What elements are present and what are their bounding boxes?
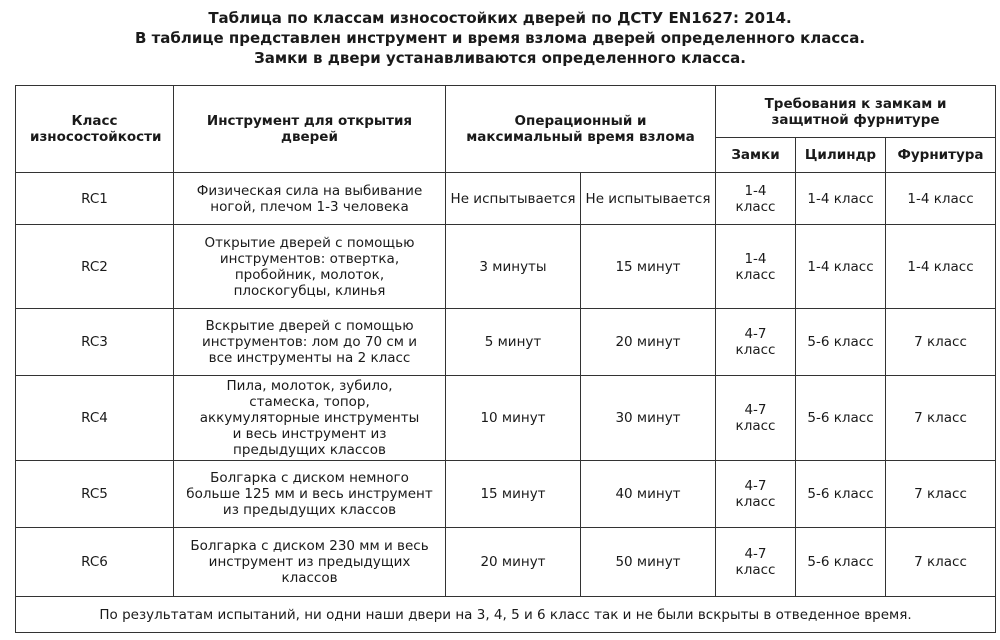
locks-cell: 4-7 класс xyxy=(716,528,796,597)
max-time-cell: 50 минут xyxy=(581,528,716,597)
hardware-cell: 7 класс xyxy=(886,309,996,376)
class-cell: RC6 xyxy=(16,528,174,597)
locks-cell: 1-4 класс xyxy=(716,225,796,309)
header-cylinder: Цилиндр xyxy=(796,138,886,173)
hardware-cell: 7 класс xyxy=(886,461,996,528)
class-cell: RC3 xyxy=(16,309,174,376)
op-time-cell: 5 минут xyxy=(446,309,581,376)
heading-line-2: В таблице представлен инструмент и время взлома дверей определенного класса. xyxy=(134,29,866,47)
header-tool: Инструмент для открытия дверей xyxy=(174,86,446,173)
header-hardware: Фурнитура xyxy=(886,138,996,173)
heading-line-3: Замки в двери устанавливаются определенного класса. xyxy=(254,49,746,67)
locks-cell: 1-4 класс xyxy=(716,173,796,225)
header-class: Класс износостойкости xyxy=(16,86,174,173)
table-heading xyxy=(0,8,1000,68)
op-time-cell: 20 минут xyxy=(446,528,581,597)
max-time-cell: Не испытывается xyxy=(581,173,716,225)
max-time-cell: 20 минут xyxy=(581,309,716,376)
door-class-table xyxy=(15,85,996,633)
cylinder-cell: 5-6 класс xyxy=(796,376,886,461)
heading-line-1: Таблица по классам износостойких дверей по ДСТУ EN1627: 2014. xyxy=(208,9,792,27)
table-footer-row xyxy=(16,597,996,633)
table-row xyxy=(16,461,996,528)
tool-cell: Пила, молоток, зубило, стамеска, топор, аккумуляторные инструменты и весь инструмент из предыдущих классов xyxy=(174,376,446,461)
tool-cell: Физическая сила на выбивание ногой, плечом 1-3 человека xyxy=(174,173,446,225)
op-time-cell: Не испытывается xyxy=(446,173,581,225)
tool-cell: Болгарка с диском 230 мм и весь инструмент из предыдущих классов xyxy=(174,528,446,597)
class-cell: RC4 xyxy=(16,376,174,461)
table-row xyxy=(16,173,996,225)
tool-cell: Открытие дверей с помощью инструментов: отвертка, пробойник, молоток, плоскогубцы, клинья xyxy=(174,225,446,309)
table-row xyxy=(16,309,996,376)
hardware-cell: 7 класс xyxy=(886,376,996,461)
max-time-cell: 40 минут xyxy=(581,461,716,528)
table-footer-note: По результатам испытаний, ни одни наши двери на 3, 4, 5 и 6 класс так и не были вскрыты в отведенное время. xyxy=(16,597,996,633)
cylinder-cell: 5-6 класс xyxy=(796,461,886,528)
tool-cell: Вскрытие дверей с помощью инструментов: лом до 70 см и все инструменты на 2 класс xyxy=(174,309,446,376)
hardware-cell: 7 класс xyxy=(886,528,996,597)
locks-cell: 4-7 класс xyxy=(716,461,796,528)
cylinder-cell: 1-4 класс xyxy=(796,173,886,225)
hardware-cell: 1-4 класс xyxy=(886,173,996,225)
hardware-cell: 1-4 класс xyxy=(886,225,996,309)
op-time-cell: 10 минут xyxy=(446,376,581,461)
table-row xyxy=(16,376,996,461)
locks-cell: 4-7 класс xyxy=(716,376,796,461)
op-time-cell: 15 минут xyxy=(446,461,581,528)
max-time-cell: 15 минут xyxy=(581,225,716,309)
header-locks: Замки xyxy=(716,138,796,173)
class-cell: RC5 xyxy=(16,461,174,528)
header-time: Операционный и максимальный время взлома xyxy=(446,86,716,173)
class-cell: RC1 xyxy=(16,173,174,225)
op-time-cell: 3 минуты xyxy=(446,225,581,309)
header-requirements: Требования к замкам и защитной фурнитуре xyxy=(716,86,996,138)
class-cell: RC2 xyxy=(16,225,174,309)
tool-cell: Болгарка с диском немного больше 125 мм и весь инструмент из предыдущих классов xyxy=(174,461,446,528)
table-row xyxy=(16,225,996,309)
cylinder-cell: 5-6 класс xyxy=(796,309,886,376)
table-row xyxy=(16,528,996,597)
cylinder-cell: 1-4 класс xyxy=(796,225,886,309)
locks-cell: 4-7 класс xyxy=(716,309,796,376)
cylinder-cell: 5-6 класс xyxy=(796,528,886,597)
max-time-cell: 30 минут xyxy=(581,376,716,461)
